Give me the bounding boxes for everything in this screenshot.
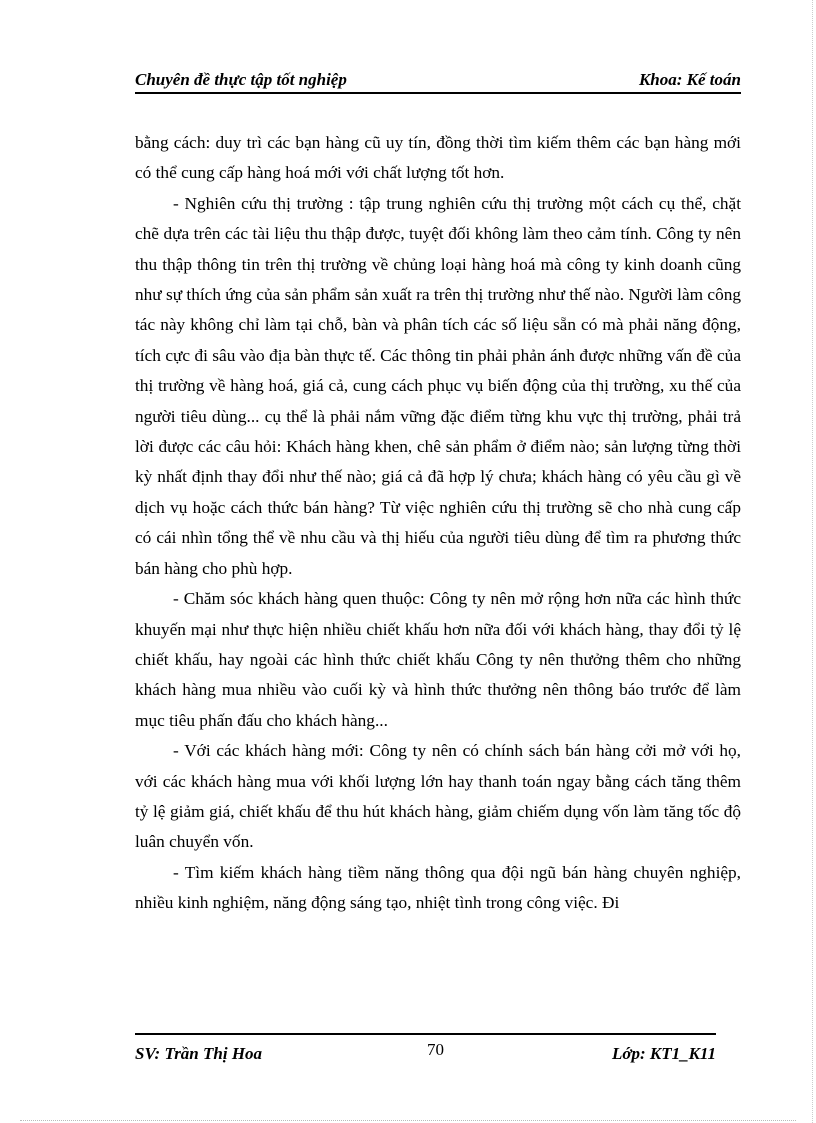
page-number: 70 [427,1040,444,1059]
page-boundary-right [812,0,813,1123]
paragraph: - Tìm kiếm khách hàng tiềm năng thông qua đội ngũ bán hàng chuyên nghiệp, nhiều kinh nghiệm, năng động sáng tạo, nhiệt tình trong công việc. Đi [135,862,741,913]
footer-class: Lớp: KT1_K11 [611,1044,716,1063]
paragraph: - Nghiên cứu thị trường : tập trung nghiên cứu thị trường một cách cụ thể, chặt chẽ dựa trên các tài liệu thu thập được, tuyệt đối không làm theo cảm tính. Công ty nên thu thập thông tin trên thị trường về chủng loại hàng hoá mà công ty kinh doanh cũng như sự thích ứng của sản phẩm sản xuất ra trên thị trường như thế nào. Người làm công tác này không chỉ làm tại chỗ, bàn và phân tích các số liệu sẵn có mà phải năng động, tích cực đi sâu vào địa bàn thực tế. Các thông tin phải phản ánh được những vấn đề của thị trường về hàng hoá, giá cả, cung cách phục vụ biến động của thị trường, xu thế của người tiêu dùng... cụ thể là phải nắm vững đặc điểm từng khu vực thị trường, phải trả lời được các câu hỏi: Khách hàng khen, chê sản phẩm ở điểm nào; sản lượng từng thời kỳ nhất định thay đổi như thế nào; giá cả đã hợp lý chưa; khách hàng có yêu cầu gì về dịch vụ hoặc cách thức bán hàng? Từ việc nghiên cứu thị trường sẽ cho nhà cung cấp có cái nhìn tổng thể về nhu cầu và thị hiếu của người tiêu dùng để tìm ra phương thức bán hàng cho phù hợp. [135,193,741,578]
paragraph: - Với các khách hàng mới: Công ty nên có chính sách bán hàng cởi mở với họ, với các khách hàng mua với khối lượng lớn hay thanh toán ngay bằng cách tăng thêm tỷ lệ giảm giá, chiết khấu để thu hút khách hàng, giảm chiếm dụng vốn làm tăng tốc độ luân chuyển vốn. [135,741,741,852]
header-title: Chuyên đề thực tập tốt nghiệp [135,70,347,89]
paragraph: - Chăm sóc khách hàng quen thuộc: Công ty nên mở rộng hơn nữa các hình thức khuyến mại như thực hiện nhiều chiết khấu hơn nữa đối với khách hàng, thay đổi tỷ lệ chiết khấu, hay ngoài các hình thức chiết khấu Công ty nên thưởng thêm cho những khách hàng mua nhiều vào cuối kỳ và hình thức thưởng nên thông báo trước để làm mục tiêu phấn đấu cho khách hàng... [135,589,741,730]
body-text [135,128,741,919]
header-department: Khoa: Kế toán [638,70,741,89]
footer-divider [135,1033,716,1035]
paragraph: bằng cách: duy trì các bạn hàng cũ uy tín, đồng thời tìm kiếm thêm các bạn hàng mới có thể cung cấp hàng hoá mới với chất lượng tốt hơn. [135,133,741,183]
footer-student-name: SV: Trần Thị Hoa [135,1044,263,1063]
page-header [135,70,741,94]
page-footer [135,1040,716,1064]
page-boundary-bottom [20,1120,796,1121]
